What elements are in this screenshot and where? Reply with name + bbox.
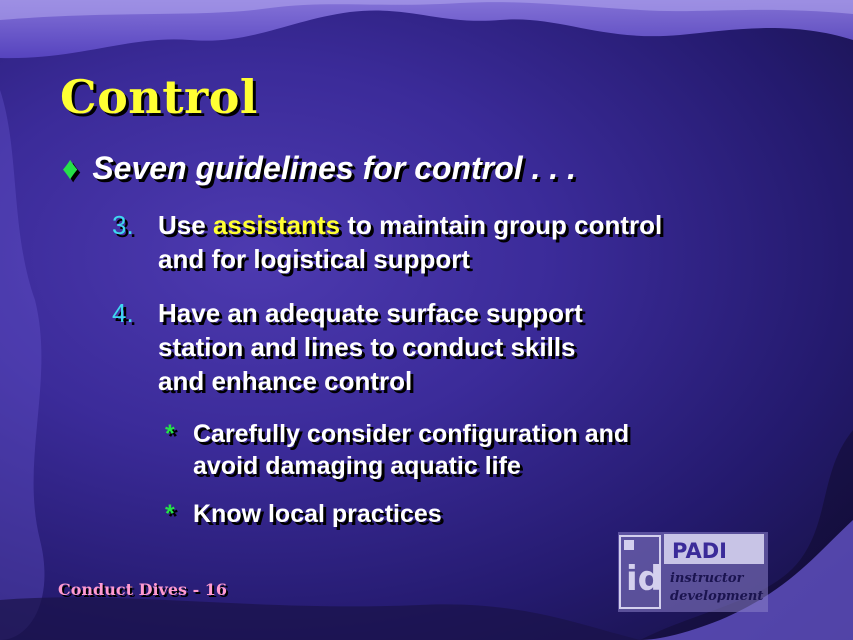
sub-bullet-line: avoid damaging aquatic life xyxy=(193,452,521,480)
padi-logo xyxy=(618,520,768,612)
slide-title: Control xyxy=(60,70,258,124)
logo-line-1: instructor xyxy=(670,571,744,586)
guideline-item-3 xyxy=(112,208,663,276)
guideline-line: Have an adequate surface support xyxy=(158,298,583,328)
guideline-line: and enhance control xyxy=(158,366,413,396)
guideline-number: 3. xyxy=(112,210,134,240)
diamond-icon: ♦ xyxy=(62,150,79,186)
main-bullet-text: Seven guidelines for control . . . xyxy=(92,150,576,186)
sub-bullet-1 xyxy=(165,418,630,482)
guideline-number: 4. xyxy=(112,298,134,328)
guideline-line: and for logistical support xyxy=(158,244,471,274)
sub-bullet-line: Carefully consider configuration and xyxy=(193,420,630,448)
guideline-item-4 xyxy=(112,296,583,398)
asterisk-icon: * xyxy=(165,420,175,448)
guideline-line: station and lines to conduct skills xyxy=(158,332,576,362)
main-bullet xyxy=(62,150,576,187)
guideline-line xyxy=(158,208,662,242)
sub-bullet-2 xyxy=(165,498,442,530)
sub-bullet-line: Know local practices xyxy=(193,500,442,528)
logo-line-2: development xyxy=(670,589,764,604)
slide-footer: Conduct Dives - 16 xyxy=(58,580,228,599)
asterisk-icon: * xyxy=(165,500,175,528)
guideline-text: to maintain group control xyxy=(347,210,663,240)
highlight-term: assistants xyxy=(212,210,341,240)
guideline-text: Use xyxy=(158,210,206,240)
logo-mark: id xyxy=(626,559,662,599)
logo-brand: PADI xyxy=(672,539,727,563)
